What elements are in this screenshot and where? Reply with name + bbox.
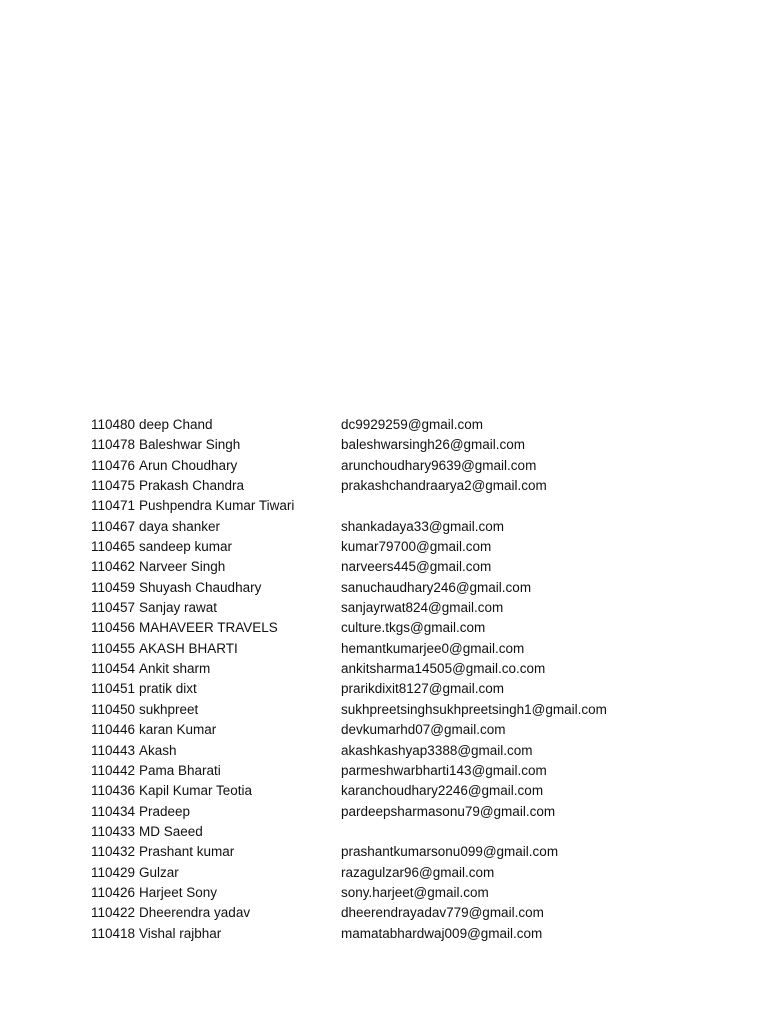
list-item <box>91 557 731 577</box>
contact-email: hemantkumarjee0@gmail.com <box>341 640 525 656</box>
list-item <box>91 863 731 883</box>
record-id: 110426 <box>91 884 136 900</box>
contact-email: ankitsharma14505@gmail.co.com <box>341 661 546 677</box>
list-item <box>91 415 731 435</box>
record-id: 110456 <box>91 620 136 636</box>
record-id: 110446 <box>91 722 136 738</box>
record-id: 110478 <box>91 437 136 453</box>
contact-name: MD Saeed <box>139 823 203 839</box>
list-item <box>91 720 731 740</box>
contact-name: daya shanker <box>139 518 221 534</box>
contact-email: sukhpreetsinghsukhpreetsingh1@gmail.com <box>341 701 607 717</box>
contact-name: Pama Bharati <box>139 762 221 778</box>
record-id: 110450 <box>91 701 136 717</box>
contact-name: Akash <box>139 742 177 758</box>
contact-email: mamatabhardwaj009@gmail.com <box>341 925 543 941</box>
list-item <box>91 578 731 598</box>
contact-email: sanjayrwat824@gmail.com <box>341 600 504 616</box>
record-id: 110432 <box>91 844 136 860</box>
contact-email: sony.harjeet@gmail.com <box>341 884 489 900</box>
list-item <box>91 700 731 720</box>
record-id: 110451 <box>91 681 136 697</box>
list-item <box>91 883 731 903</box>
contact-name: Baleshwar Singh <box>139 437 241 453</box>
contact-name: Sanjay rawat <box>139 600 218 616</box>
contact-email: prarikdixit8127@gmail.com <box>341 681 505 697</box>
list-item <box>91 659 731 679</box>
record-id: 110457 <box>91 600 136 616</box>
contact-name: Shuyash Chaudhary <box>139 579 262 595</box>
contact-email: karanchoudhary2246@gmail.com <box>341 783 544 799</box>
contact-email: pardeepsharmasonu79@gmail.com <box>341 803 556 819</box>
contact-name: Vishal rajbhar <box>139 925 222 941</box>
record-id: 110476 <box>91 457 136 473</box>
record-id: 110433 <box>91 823 136 839</box>
list-item <box>91 639 731 659</box>
contact-name: Ankit sharm <box>139 661 211 677</box>
contact-email: parmeshwarbharti143@gmail.com <box>341 762 547 778</box>
contact-name: sandeep kumar <box>139 539 233 555</box>
contact-name: Prashant kumar <box>139 844 235 860</box>
contact-name: MAHAVEER TRAVELS <box>139 620 278 636</box>
record-id: 110454 <box>91 661 136 677</box>
contact-email: prakashchandraarya2@gmail.com <box>341 478 547 494</box>
record-id: 110455 <box>91 640 136 656</box>
contact-name: karan Kumar <box>139 722 217 738</box>
contact-email: dc9929259@gmail.com <box>341 417 484 432</box>
record-id: 110465 <box>91 539 136 555</box>
contact-email: sanuchaudhary246@gmail.com <box>341 579 532 595</box>
list-item <box>91 741 731 761</box>
contact-name: Pushpendra Kumar Tiwari <box>139 498 295 514</box>
contact-name: Gulzar <box>139 864 179 880</box>
record-id: 110434 <box>91 803 136 819</box>
list-item <box>91 802 731 822</box>
contact-name: Narveer Singh <box>139 559 226 575</box>
list-item <box>91 822 731 842</box>
list-item <box>91 456 731 476</box>
contact-name: Kapil Kumar Teotia <box>139 783 253 799</box>
contact-email: kumar79700@gmail.com <box>341 539 492 555</box>
contact-name: AKASH BHARTI <box>139 640 238 656</box>
contact-name: Arun Choudhary <box>139 457 238 473</box>
contact-email: devkumarhd07@gmail.com <box>341 722 506 738</box>
list-item <box>91 618 731 638</box>
record-id: 110429 <box>91 864 136 880</box>
list-item <box>91 842 731 862</box>
contact-email: culture.tkgs@gmail.com <box>341 620 486 636</box>
record-id: 110467 <box>91 518 136 534</box>
contact-email: prashantkumarsonu099@gmail.com <box>341 844 559 860</box>
record-id: 110475 <box>91 478 136 494</box>
record-id: 110443 <box>91 742 136 758</box>
contact-name: Prakash Chandra <box>139 478 245 494</box>
list-item <box>91 761 731 781</box>
contact-name: sukhpreet <box>139 701 199 717</box>
record-id: 110471 <box>91 498 136 514</box>
contact-name: Dheerendra yadav <box>139 905 251 921</box>
record-id: 110436 <box>91 783 136 799</box>
list-item <box>91 924 731 944</box>
list-item <box>91 476 731 496</box>
record-id: 110459 <box>91 579 136 595</box>
contact-email: razagulzar96@gmail.com <box>341 864 495 880</box>
contact-email: baleshwarsingh26@gmail.com <box>341 437 526 453</box>
list-item <box>91 679 731 699</box>
contact-email: akashkashyap3388@gmail.com <box>341 742 533 758</box>
record-id: 110418 <box>91 925 136 941</box>
contact-name: Harjeet Sony <box>139 884 218 900</box>
record-id: 110462 <box>91 559 136 575</box>
list-item <box>91 598 731 618</box>
contact-email: arunchoudhary9639@gmail.com <box>341 457 537 473</box>
list-item <box>91 537 731 557</box>
record-id: 110480 <box>91 417 136 432</box>
contact-list <box>91 415 731 944</box>
list-item <box>91 517 731 537</box>
record-id: 110422 <box>91 905 136 921</box>
list-item <box>91 435 731 455</box>
contact-email: shankadaya33@gmail.com <box>341 518 505 534</box>
list-item <box>91 496 731 516</box>
contact-name: Pradeep <box>139 803 191 819</box>
record-id: 110442 <box>91 762 136 778</box>
contact-email: narveers445@gmail.com <box>341 559 492 575</box>
contact-name: pratik dixt <box>139 681 197 697</box>
list-item <box>91 781 731 801</box>
contact-name: deep Chand <box>139 417 213 432</box>
list-item <box>91 903 731 923</box>
contact-email: dheerendrayadav779@gmail.com <box>341 905 544 921</box>
